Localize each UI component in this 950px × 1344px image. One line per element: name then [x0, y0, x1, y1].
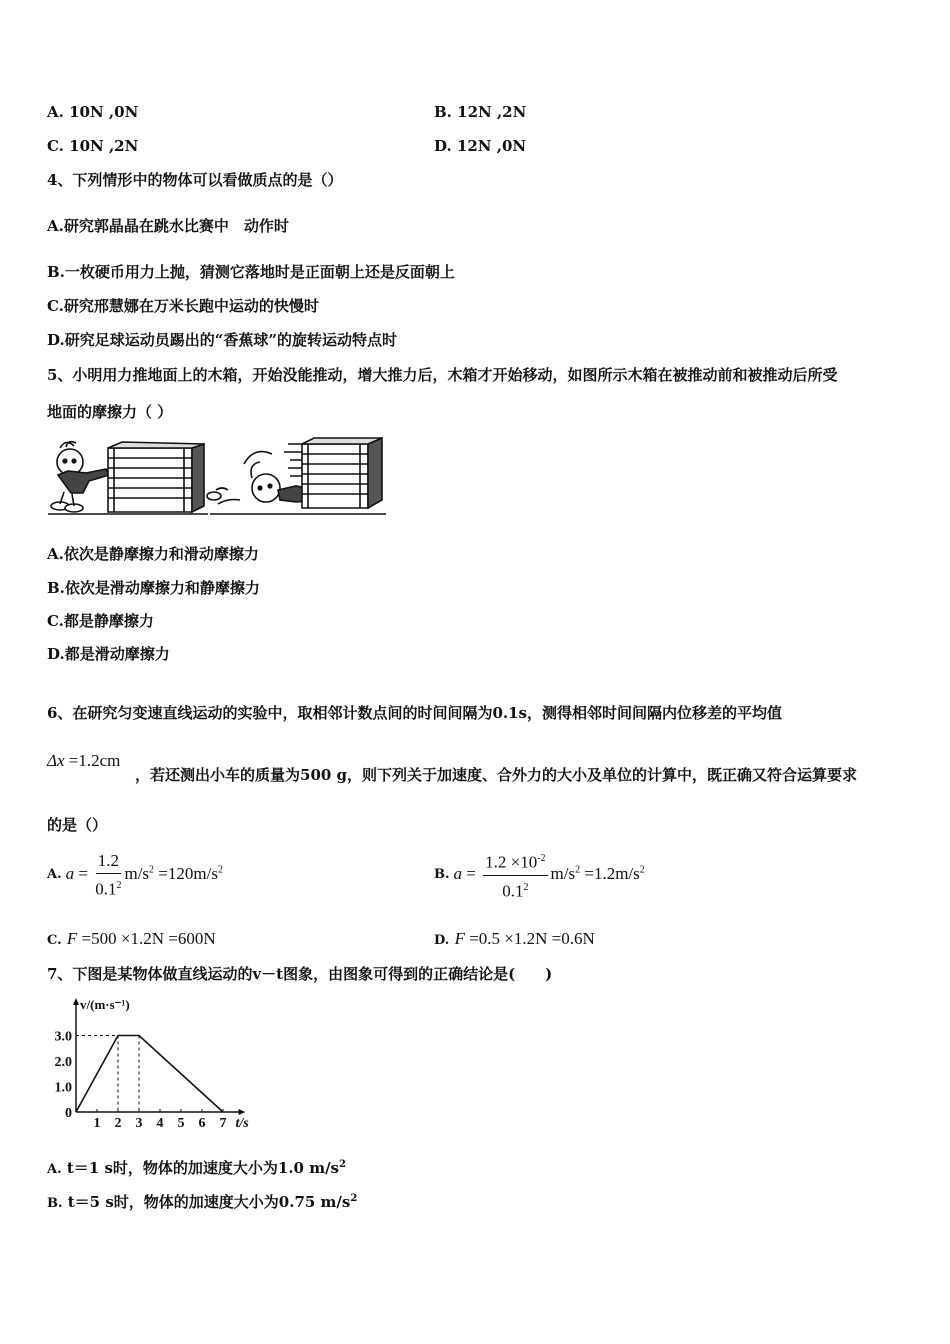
q5-cartoon-figure — [44, 434, 386, 518]
velocity-series-line — [76, 1036, 223, 1113]
option-label: B. — [47, 1196, 63, 1211]
q6-option-b: B. a = $\frac{1.2 \times 10^{-2}}{0.1^2}$ $m/s^2 =1.2m/s^2$ — [434, 850, 645, 900]
q6-stem-line3: 的是（） — [47, 816, 108, 834]
q4-option-a: A.研究郭晶晶在跳水比赛中 动作时 — [47, 217, 289, 235]
option-label: A. — [47, 1162, 62, 1177]
option-label: C. — [47, 612, 64, 630]
q5-stem-line1: 5、小明用力推地面上的木箱，开始没能推动，增大推力后，木箱才开始移动，如图所示木箱在被推动前和被推动后所受 — [47, 366, 838, 384]
option-label: B. — [434, 867, 450, 882]
q4-option-d: D.研究足球运动员踢出的“香蕉球”的旋转运动特点时 — [47, 331, 397, 349]
fraction — [95, 851, 121, 900]
equals: = — [74, 863, 88, 883]
numerator: $1.2 \times 10^{-2}$ — [483, 849, 547, 876]
option-label: B. — [47, 579, 65, 597]
option-text: t＝1 s时，物体的加速度大小为1.0 m/s — [66, 1159, 340, 1177]
q6-option-d — [434, 930, 595, 950]
q5-stem-line2: 地面的摩擦力（ ） — [47, 403, 173, 421]
q7-stem: 7、下图是某物体做直线运动的v－t图象，由图象可得到的正确结论是( ) — [47, 965, 553, 983]
y-tick-label: 3.0 — [54, 1029, 72, 1045]
x-tick-label: 2 — [114, 1116, 122, 1131]
var-a: a — [65, 863, 75, 883]
y-tick-label: 1.0 — [54, 1080, 72, 1096]
option-text: 10N ,0N — [69, 103, 139, 121]
y-axis-arrow — [73, 998, 79, 1005]
y-tick-label: 2.0 — [54, 1055, 72, 1070]
q4-stem: 4、下列情形中的物体可以看做质点的是（） — [47, 171, 343, 189]
option-label: C. — [47, 137, 64, 155]
equals: = — [462, 863, 476, 883]
x-tick-label: 7 — [219, 1116, 227, 1131]
x-tick-label: 5 — [177, 1116, 185, 1131]
q6-stem-line1: 6、在研究匀变速直线运动的实验中，取相邻计数点间的时间间隔为0.1s，测得相邻时间间隔内位移差的平均值 — [47, 704, 782, 722]
dx-value: =1.2cm — [64, 751, 121, 770]
q5-option-d — [47, 645, 170, 663]
fraction — [483, 849, 547, 901]
dx-symbol: Δx — [47, 751, 65, 770]
var-a: a — [453, 863, 463, 883]
result: =1.2m/s — [580, 863, 640, 883]
q5-option-a — [47, 545, 259, 563]
option-label: D. — [47, 645, 65, 663]
x-tick-label: 3 — [135, 1116, 143, 1131]
option-label: A. — [47, 103, 64, 121]
q7-option-b: B. t＝5 s时，物体的加速度大小为0.75 $m/s^2$ — [47, 1193, 358, 1211]
unit: m/s — [550, 863, 576, 883]
q5-option-b — [47, 579, 260, 597]
var-f: F — [454, 929, 465, 948]
option-label: C. — [47, 933, 62, 948]
y-tick-label: 0 — [65, 1106, 72, 1121]
option-text: 依次是滑动摩擦力和静摩擦力 — [64, 579, 260, 597]
y-axis-label: v/(m·s⁻¹) — [80, 997, 130, 1012]
q3-option-a — [47, 103, 138, 121]
option-text: 依次是静摩擦力和滑动摩擦力 — [63, 545, 259, 563]
denominator: $0.1^2$ — [502, 881, 529, 901]
q3-option-b — [434, 103, 526, 121]
x-tick-label: 1 — [93, 1116, 101, 1131]
option-text: 12N ,0N — [456, 137, 527, 155]
option-text: t＝5 s时，物体的加速度大小为0.75 m/s — [67, 1193, 351, 1211]
x-axis-label: t/s — [235, 1116, 249, 1131]
unit: m/s — [124, 863, 150, 883]
q5-option-c — [47, 612, 154, 630]
expression: =0.5 ×1.2N =0.6N — [464, 929, 595, 948]
option-label: B. — [434, 103, 452, 121]
q6-option-c — [47, 930, 216, 950]
var-f: F — [66, 929, 78, 948]
q3-option-d — [434, 137, 526, 155]
expression: =500 ×1.2N =600N — [77, 929, 216, 948]
x-tick-label: 4 — [156, 1116, 164, 1131]
q7-option-a: A. t＝1 s时，物体的加速度大小为1.0 $m/s^2$ — [47, 1159, 346, 1177]
option-label: D. — [434, 933, 450, 948]
q3-option-c — [47, 137, 138, 155]
option-label: A. — [47, 867, 62, 882]
q6-stem-line2: ，若还测出小车的质量为500 g，则下列关于加速度、合外力的大小及单位的计算中，既正确又符合运算要求 — [135, 766, 858, 784]
numerator: 1.2 — [96, 851, 121, 874]
option-text: 12N ,2N — [457, 103, 527, 121]
q6-option-a: A. a = $\frac{1.2}{0.1^2}$ $m/s^2 =120m/s^2$ — [47, 850, 223, 899]
x-axis-arrow — [239, 1109, 246, 1115]
q6-dx-expression — [47, 752, 120, 770]
option-label: D. — [434, 137, 452, 155]
q4-option-c: C.研究邢慧娜在万米长跑中运动的快慢时 — [47, 297, 319, 315]
option-text: 都是滑动摩擦力 — [64, 645, 170, 663]
option-label: A. — [47, 545, 64, 563]
option-text: 都是静摩擦力 — [63, 612, 154, 630]
option-text: 10N ,2N — [69, 137, 139, 155]
x-tick-label: 6 — [198, 1116, 206, 1131]
result: =120m/s — [154, 863, 218, 883]
q4-option-b: B.一枚硬币用力上抛，猜测它落地时是正面朝上还是反面朝上 — [47, 263, 455, 281]
denominator: $0.1^2$ — [95, 879, 122, 899]
vt-graph — [44, 994, 274, 1134]
